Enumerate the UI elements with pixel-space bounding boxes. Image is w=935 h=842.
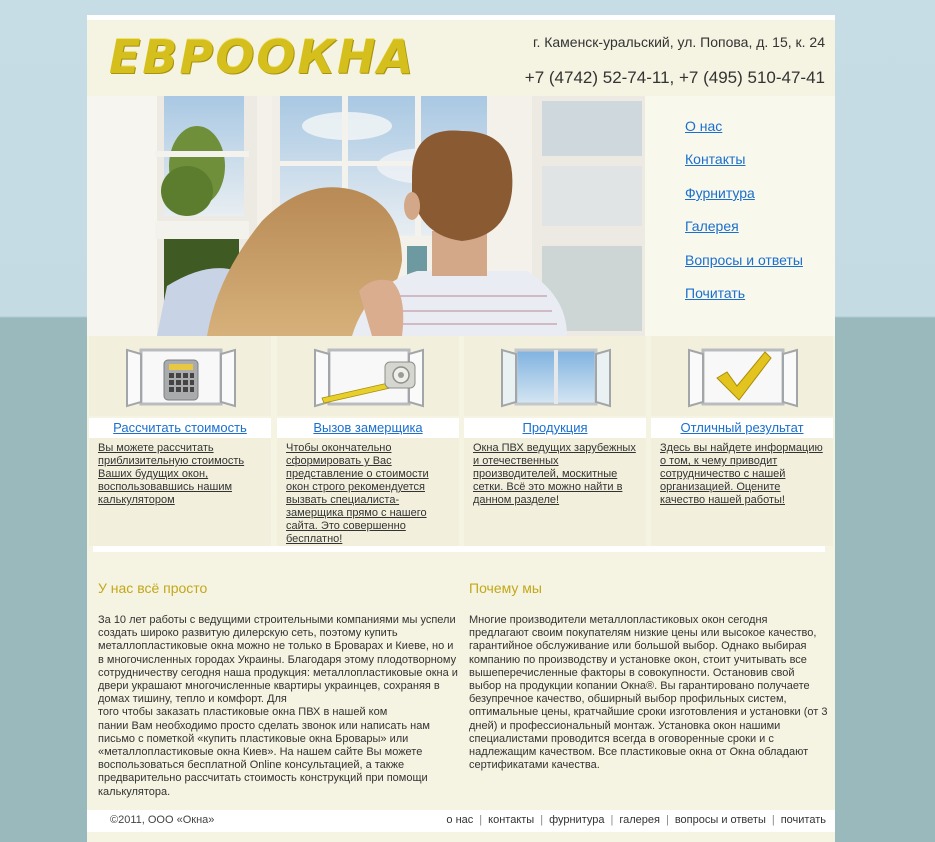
- section-simple: [98, 580, 458, 799]
- section-text: Многие производители металлопластиковых окон сегодня предлагают своим покупателям низкие цены или высокое качество, гарантийное обслуживание или большой выбор. Однако выбирая компанию по производству и установке окон, стоит учитывать все вышеперечисленные факторы в совокупности. Остановив свой выбор на продукции копании Окна®. Вы гарантировано получаете безупречное качество, обширный выбор профильных систем, оптимальные цены, кратчайшие сроки изготовления и установки (от 3 дней) и профессиональный монтаж. Установка окон нашими специалистами проводится всегда в оговоренные сроки и с надлежащим качеством. Все пластиковые окна от Окна обладают сертификатами качества.: [469, 614, 828, 772]
- card-title-link[interactable]: Вызов замерщика: [313, 420, 423, 435]
- footer-links: [446, 814, 826, 826]
- card-title-link[interactable]: Отличный результат: [680, 420, 804, 435]
- separator: |: [771, 814, 775, 826]
- footer-link-about[interactable]: о нас: [446, 814, 474, 826]
- nav-link-about[interactable]: О нас: [685, 118, 723, 134]
- section-heading: Почему мы: [469, 580, 542, 596]
- hero-image: [87, 96, 645, 336]
- nav-link-contacts[interactable]: Контакты: [685, 151, 746, 167]
- section-text: За 10 лет работы с ведущими строительными компаниями мы успели создать широко развитую дилерскую сеть, поэтому купить металлопластиковые окна можно не только в Броварах и Киеве, но и в многочисленных городах Украины. Благодаря этому плодотворному сотрудничеству сегодня наша продукция: металлопластиковые окна и двери украшают многочисленные квартиры украинцев, сохраняя в домах тишину, тепло и комфорт. Для того чтобы заказать пластиковые окна ПВХ в нашей ком пании Вам необходимо просто сделать звонок или написать нам письмо с пометкой «купить пластиковые окна Бровары» или «металлопластиковые окна Киев». На нашем сайте Вы можете воспользоваться бесплатной Online консультацией, а также предварительно рассчитать стоимость конструкций при помощи калькулятора.: [98, 614, 458, 798]
- nav-link-hardware[interactable]: Фурнитура: [685, 185, 755, 201]
- site-logo[interactable]: ЕВРООКНА: [109, 30, 416, 84]
- page-container: [87, 15, 835, 842]
- card-calculate: [89, 336, 271, 546]
- card-image[interactable]: [277, 336, 459, 416]
- separator: |: [540, 814, 544, 826]
- separator: |: [665, 814, 669, 826]
- footer-link-hardware[interactable]: фурнитура: [549, 814, 605, 826]
- card-title-link[interactable]: Рассчитать стоимость: [113, 420, 247, 435]
- window-icon: [502, 350, 610, 406]
- separator: |: [479, 814, 483, 826]
- footer-link-faq[interactable]: вопросы и ответы: [674, 814, 766, 826]
- nav-link-gallery[interactable]: Галерея: [685, 218, 739, 234]
- header: [87, 20, 835, 96]
- card-text[interactable]: Вы можете рассчитать приблизительную стоимость Ваших будущих окон, воспользовавшись нашим калькулятором: [98, 442, 245, 506]
- nav-link-faq[interactable]: Вопросы и ответы: [685, 252, 803, 268]
- footer-link-contacts[interactable]: контакты: [488, 814, 535, 826]
- card-text[interactable]: Здесь вы найдете информацию о том, к чему приводит сотрудничество с нашей организацией. Оцените качество нашей работы!: [660, 442, 823, 506]
- section-heading: У нас всё просто: [98, 580, 208, 596]
- card-text[interactable]: Чтобы окончательно сформировать у Вас представление о стоимости окон строго рекомендуется вызвать специалиста-замерщика прямо с нашего сайта. Это совершенно бесплатно!: [286, 442, 429, 545]
- phones-text: +7 (4742) 52-74-11, +7 (495) 510-47-41: [524, 68, 825, 87]
- card-measure: [277, 336, 459, 546]
- feature-cards: [87, 336, 835, 551]
- card-title-link[interactable]: Продукция: [522, 420, 588, 435]
- card-image[interactable]: [464, 336, 646, 416]
- side-nav: [645, 96, 835, 336]
- section-why-us: [469, 580, 829, 772]
- calculator-icon: [164, 360, 198, 400]
- nav-link-read[interactable]: Почитать: [685, 285, 746, 301]
- card-result: [651, 336, 833, 546]
- card-image[interactable]: [651, 336, 833, 416]
- card-image[interactable]: [89, 336, 271, 416]
- address-text: г. Каменск-уральский, ул. Попова, д. 15, к. 24: [533, 34, 825, 50]
- footer-link-read[interactable]: почитать: [780, 814, 826, 826]
- footer: [87, 810, 835, 832]
- card-products: [464, 336, 646, 546]
- card-text[interactable]: Окна ПВХ ведущих зарубежных и отечественных производителей, москитные сетки. Всё это можно найти в данном разделе!: [473, 442, 636, 506]
- separator: |: [610, 814, 614, 826]
- divider-strip: [93, 546, 825, 552]
- hero-photo-couple-at-window: [87, 96, 645, 336]
- copyright: ©2011, ООО «Окна»: [110, 814, 215, 826]
- footer-link-gallery[interactable]: галерея: [619, 814, 660, 826]
